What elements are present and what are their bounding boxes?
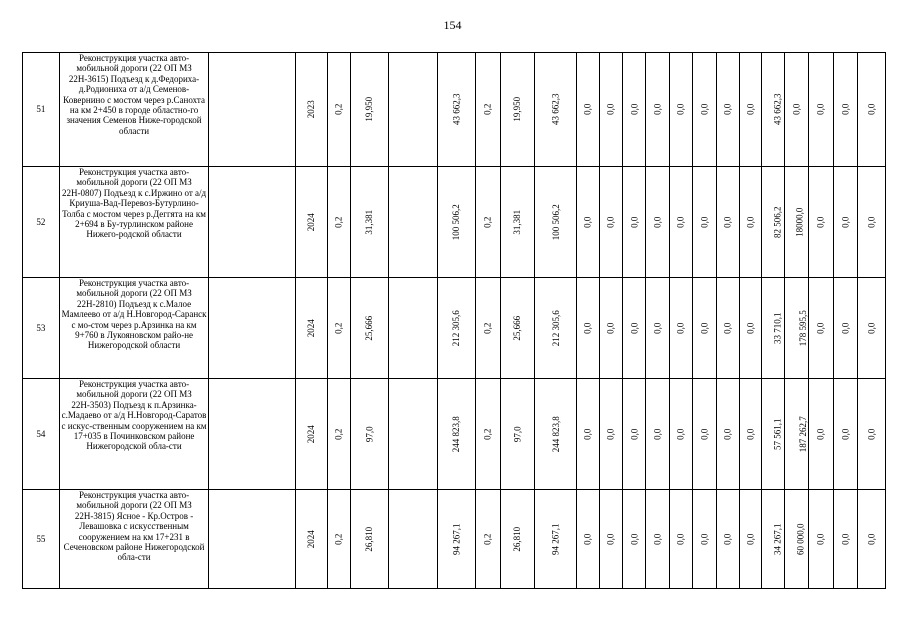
value-cell [740,379,761,490]
value-cell [327,379,350,490]
value-text: 0,0 [605,103,616,116]
value-text: 97,0 [512,426,523,442]
value-text: 0,2 [482,533,493,545]
value-text: 244 823,8 [451,416,462,452]
table-row [23,490,886,589]
value-text: 0,0 [745,322,756,334]
value-text: 0,0 [652,533,663,545]
value-cell [809,490,833,589]
value-text: 0,2 [482,428,493,440]
value-text: 212 305,6 [451,310,462,346]
value-text: 100 506,2 [550,204,561,240]
value-text: 0,0 [815,533,826,545]
value-cell [858,278,886,379]
value-cell [351,167,389,278]
value-text: 0,0 [699,103,710,116]
value-text: 31,381 [512,209,523,235]
value-text: 100 506,2 [451,204,462,240]
value-cell [693,167,716,278]
value-text: 212 305,6 [550,310,561,346]
value-text: 0,0 [722,322,733,334]
value-text: 178 595,5 [797,310,808,346]
value-cell [833,167,857,278]
value-cell [327,167,350,278]
value-text: 0,0 [629,103,640,116]
value-text: 0,0 [652,322,663,334]
table-row [23,278,886,379]
object-name: Реконструкция участка авто-мобильной дороги (22 ОП МЗ 22Н-0807) Подъезд к с.Иржино от а/д Криуша-Вад-Перевоз-Бутурлино-Толба с мостом через р.Деггята на км 2+694 в Бу-турлинском районе Нижего-родской области [59,167,209,278]
table-row [23,379,886,490]
value-text: 0,0 [582,322,593,334]
value-text: 0,0 [582,533,593,545]
value-cell [833,490,857,589]
value-text: 0,0 [722,216,733,228]
value-cell [437,167,476,278]
value-text: 43 662,3 [451,93,462,126]
value-text: 19,950 [512,97,523,122]
value-cell [646,53,669,167]
value-cell [784,490,808,589]
value-text: 31,381 [364,209,375,235]
value-text: 26,810 [512,526,523,552]
value-text: 33 710,1 [772,312,783,344]
value-cell [296,167,328,278]
value-cell [500,379,535,490]
value-cell [716,167,739,278]
value-text: 0,0 [652,216,663,228]
row-number: 53 [23,278,60,379]
value-cell [693,53,716,167]
value-text: 187 262,7 [797,416,808,452]
value-text: 25,666 [364,315,375,341]
value-text: 0,0 [699,322,710,334]
value-cell [669,490,692,589]
empty-cell [209,379,296,490]
page-number: 154 [443,18,462,32]
value-cell [296,278,328,379]
value-cell [577,379,599,490]
value-cell [646,379,669,490]
road-reconstruction-table [22,52,886,589]
value-cell [296,53,328,167]
value-cell [784,278,808,379]
value-cell [535,167,577,278]
value-cell [623,53,646,167]
object-name: Реконструкция участка авто-мобильной дороги (22 ОП МЗ 22Н-3615) Подъезд к д.Федориха-д.Родиониха от а/д Семенов-Ковернино с мостом через р.Санохта на км 2+450 в городе областно-го значения Семенов Ниже-городской области [59,53,209,167]
value-cell [623,167,646,278]
value-text: 0,2 [333,322,344,334]
value-cell [833,278,857,379]
empty-cell [209,53,296,167]
value-cell [476,53,500,167]
value-cell [669,53,692,167]
empty-cell [209,167,296,278]
value-text: 57 561,1 [772,418,783,450]
value-cell [437,490,476,589]
value-cell [646,490,669,589]
value-text: 0,0 [582,103,593,116]
value-text: 19,950 [364,97,375,122]
value-cell [476,379,500,490]
value-text: 0,0 [745,216,756,228]
value-text: 0,0 [675,103,686,116]
value-text: 43 662,3 [550,93,561,126]
value-cell [858,379,886,490]
value-cell [296,490,328,589]
value-cell [599,53,622,167]
value-cell [693,278,716,379]
value-text: 0,0 [675,533,686,545]
value-text: 0,0 [722,103,733,116]
value-cell [476,167,500,278]
value-text: 0,2 [482,103,493,116]
value-cell [577,490,599,589]
value-cell [327,490,350,589]
value-cell [623,379,646,490]
value-cell [761,53,784,167]
object-name: Реконструкция участка авто-мобильной дороги (22 ОП МЗ 22Н-3503) Подъезд к п.Арзинка-с.Мадаево от а/д Н.Новгород-Саратов с искус-ственным сооружением на км 17+035 в Починковском районе Нижегородской обла-сти [59,379,209,490]
value-cell [669,167,692,278]
value-cell [476,490,500,589]
value-cell [599,278,622,379]
value-text: 0,0 [675,216,686,228]
value-text: 18000,0 [794,207,805,237]
row-number: 54 [23,379,60,490]
value-text: 0,0 [815,322,826,334]
value-text: 2024 [306,425,317,443]
value-text: 0,0 [605,322,616,334]
value-cell [858,53,886,167]
value-text: 94 267,1 [451,523,462,555]
value-text: 0,0 [866,533,877,545]
value-text: 0,0 [866,103,877,116]
value-cell [646,278,669,379]
row-number: 55 [23,490,60,589]
value-cell [623,278,646,379]
value-cell [437,379,476,490]
value-text: 25,666 [512,315,523,341]
value-text: 0,0 [815,428,826,440]
value-text: 0,0 [866,428,877,440]
value-text: 0,0 [675,428,686,440]
value-cell [535,53,577,167]
value-text: 0,0 [722,428,733,440]
value-text: 0,0 [840,428,851,440]
value-text: 0,0 [605,533,616,545]
value-cell [351,379,389,490]
value-cell [716,490,739,589]
value-text: 0,2 [333,428,344,440]
empty-cell [388,379,437,490]
value-cell [761,490,784,589]
value-cell [535,379,577,490]
value-cell [351,53,389,167]
value-text: 0,2 [333,103,344,116]
value-text: 0,0 [699,533,710,545]
value-text: 0,0 [791,103,802,116]
value-cell [500,278,535,379]
empty-cell [209,490,296,589]
value-text: 34 267,1 [772,523,783,555]
empty-cell [388,278,437,379]
value-text: 0,0 [582,428,593,440]
value-text: 94 267,1 [550,523,561,555]
value-cell [784,167,808,278]
value-text: 43 662,3 [772,93,783,126]
value-cell [740,167,761,278]
value-text: 0,0 [840,216,851,228]
value-text: 244 823,8 [550,416,561,452]
value-cell [500,490,535,589]
value-text: 0,0 [629,428,640,440]
value-text: 0,0 [840,322,851,334]
value-cell [327,278,350,379]
value-cell [577,53,599,167]
table-row [23,53,886,167]
empty-cell [388,53,437,167]
value-text: 0,0 [699,216,710,228]
value-text: 2023 [306,100,317,119]
value-text: 0,2 [333,216,344,228]
value-text: 0,0 [629,322,640,334]
value-text: 0,0 [582,216,593,228]
value-cell [500,167,535,278]
value-cell [858,490,886,589]
empty-cell [388,490,437,589]
value-cell [761,379,784,490]
value-cell [809,278,833,379]
value-cell [535,490,577,589]
value-text: 0,0 [629,533,640,545]
value-text: 0,0 [629,216,640,228]
value-cell [599,379,622,490]
value-text: 0,0 [722,533,733,545]
object-name: Реконструкция участка авто-мобильной дороги (22 ОП МЗ 22Н-3815) Ясное - Кр.Остров - Левашовка с искусственным сооружением на км 17+231 в Сеченовском районе Нижегородской обла-сти [59,490,209,589]
value-cell [761,167,784,278]
value-text: 0,2 [482,216,493,228]
value-cell [761,278,784,379]
value-cell [833,379,857,490]
table-row [23,167,886,278]
value-cell [599,167,622,278]
value-cell [784,53,808,167]
value-cell [327,53,350,167]
value-text: 82 506,2 [772,206,783,238]
value-text: 0,0 [840,533,851,545]
value-text: 2024 [306,319,317,337]
row-number: 52 [23,167,60,278]
value-text: 0,0 [605,428,616,440]
value-cell [716,278,739,379]
value-text: 2024 [306,213,317,231]
value-text: 0,0 [652,103,663,116]
value-text: 0,0 [745,533,756,545]
value-cell [740,490,761,589]
value-text: 0,0 [605,216,616,228]
value-cell [535,278,577,379]
value-cell [476,278,500,379]
value-cell [577,278,599,379]
value-text: 0,0 [652,428,663,440]
value-cell [833,53,857,167]
object-name: Реконструкция участка авто-мобильной дороги (22 ОП МЗ 22Н-2810) Подъезд к с.Малое Мамлеево от а/д Н.Новгород-Саранск с мо-стом через р.Арзинка на км 9+760 в Лукояновском райо-не Нижегородской области [59,278,209,379]
value-text: 0,0 [815,103,826,116]
value-cell [784,379,808,490]
value-cell [599,490,622,589]
value-text: 60 000,0 [795,523,806,555]
value-cell [716,53,739,167]
value-cell [740,278,761,379]
value-cell [500,53,535,167]
value-text: 0,0 [866,216,877,228]
value-text: 0,0 [675,322,686,334]
value-text: 0,0 [699,428,710,440]
value-cell [809,53,833,167]
value-cell [809,167,833,278]
value-cell [351,490,389,589]
empty-cell [388,167,437,278]
value-cell [437,278,476,379]
value-text: 0,0 [815,216,826,228]
value-cell [740,53,761,167]
value-text: 0,0 [745,428,756,440]
value-cell [669,379,692,490]
value-cell [669,278,692,379]
value-cell [577,167,599,278]
value-text: 2024 [306,530,317,548]
empty-cell [209,278,296,379]
value-text: 26,810 [364,526,375,552]
value-cell [693,490,716,589]
value-text: 0,0 [840,103,851,116]
value-cell [809,379,833,490]
value-text: 0,0 [745,103,756,116]
value-cell [351,278,389,379]
value-cell [858,167,886,278]
value-text: 0,2 [333,533,344,545]
value-cell [296,379,328,490]
value-text: 0,2 [482,322,493,334]
value-cell [716,379,739,490]
value-cell [646,167,669,278]
row-number: 51 [23,53,60,167]
value-cell [623,490,646,589]
value-cell [437,53,476,167]
value-text: 97,0 [364,426,375,442]
value-text: 0,0 [866,322,877,334]
value-cell [693,379,716,490]
